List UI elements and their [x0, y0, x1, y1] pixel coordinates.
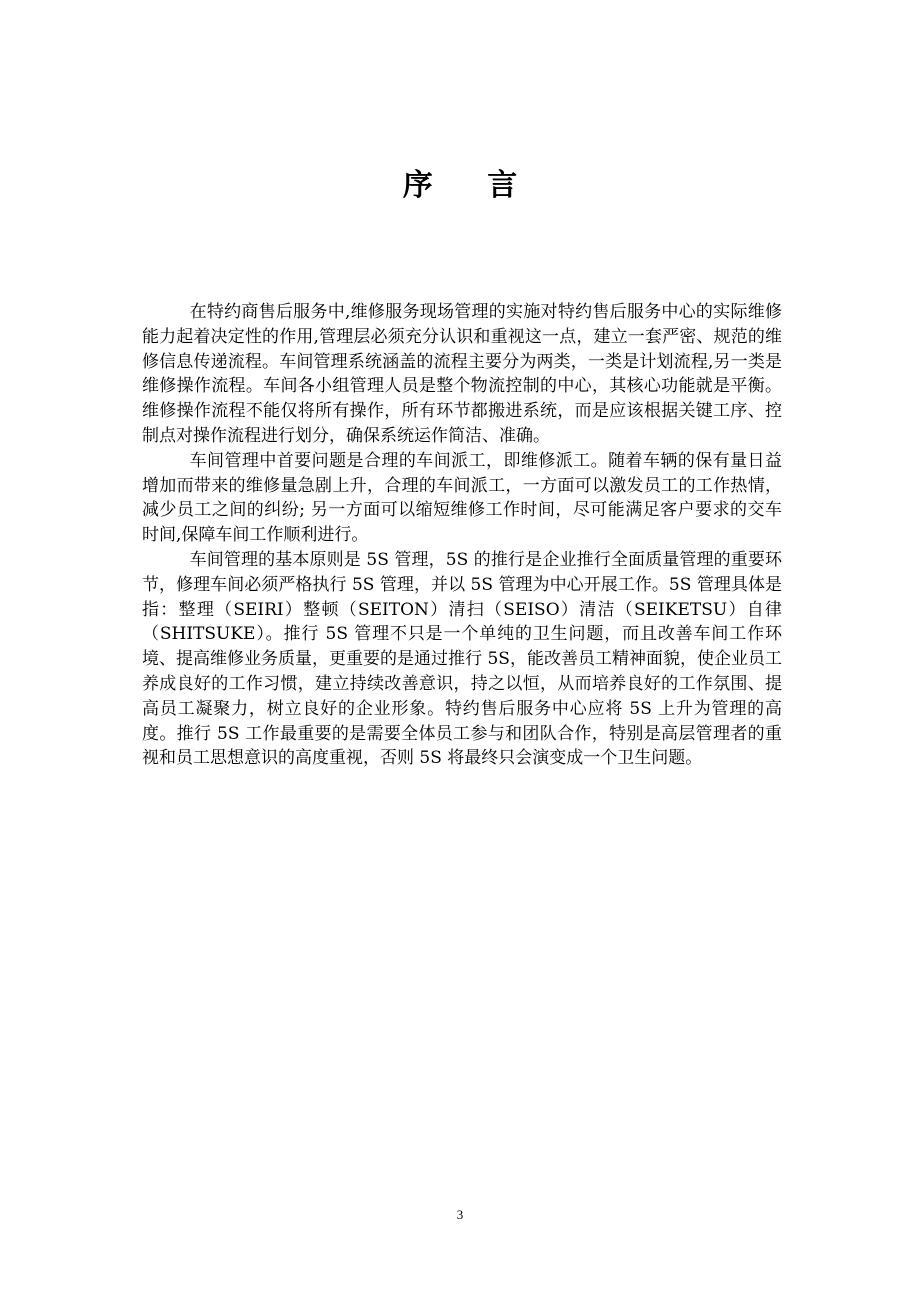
paragraph: 车间管理的基本原则是 5S 管理，5S 的推行是企业推行全面质量管理的重要环节，修理车间必须严格执行 5S 管理，并以 5S 管理为中心开展工作。5S 管理具体是指：整理（SEIRI）整顿（SEITON）清扫（SEISO）清洁（SEIKETSU）自律（SHITSUKE）。推行 5S 管理不只是一个单纯的卫生问题，而且改善车间工作环境、提高维修业务质量，更重要的是通过推行 5S，能改善员工精神面貌，使企业员工养成良好的工作习惯，建立持续改善意识，持之以恒，从而培养良好的工作氛围、提高员工凝聚力，树立良好的企业形象。特约售后服务中心应将 5S 上升为管理的高度。推行 5S 工作最重要的是需要全体员工参与和团队合作，特别是高层管理者的重视和员工思想意识的高度重视，否则 5S 将最终只会演变成一个卫生问题。: [142, 549, 782, 769]
paragraph: 车间管理中首要问题是合理的车间派工，即维修派工。随着车辆的保有量日益增加而带来的维修量急剧上升，合理的车间派工，一方面可以激发员工的工作热情，减少员工之间的纠纷; 另一方面可以缩短维修工作时间，尽可能满足客户要求的交车时间,保障车间工作顺利进行。: [142, 450, 782, 546]
body-text: [142, 300, 782, 771]
page-title: 序 言: [402, 168, 540, 203]
paragraph: 在特约商售后服务中,维修服务现场管理的实施对特约售后服务中心的实际维修能力起着决定性的作用,管理层必须充分认识和重视这一点，建立一套严密、规范的维修信息传递流程。车间管理系统涵盖的流程主要分为两类，一类是计划流程,另一类是维修操作流程。车间各小组管理人员是整个物流控制的中心，其核心功能就是平衡。维修操作流程不能仅将所有操作，所有环节都搬进系统，而是应该根据关键工序、控制点对操作流程进行划分，确保系统运作简洁、准确。: [142, 302, 782, 446]
page-number: 3: [456, 1207, 464, 1222]
